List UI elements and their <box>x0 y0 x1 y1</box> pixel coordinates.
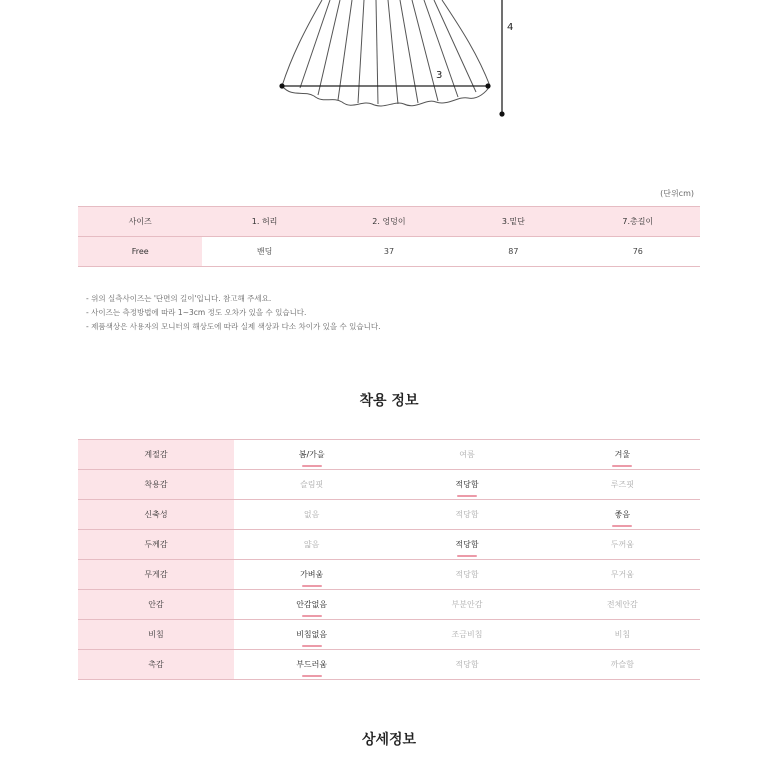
fit-option <box>389 620 544 650</box>
fit-option <box>389 590 544 620</box>
size-header-cell: 1. 허리 <box>202 207 326 237</box>
size-table-row <box>78 237 700 267</box>
fit-option-selected <box>234 560 389 590</box>
fit-category: 신축성 <box>78 500 234 530</box>
fit-option <box>545 560 700 590</box>
fit-option-label: 좋음 <box>614 510 631 519</box>
fit-row <box>78 650 700 680</box>
fit-option-label: 적당함 <box>455 570 479 579</box>
fit-option-label: 부드러움 <box>296 660 328 669</box>
fit-option-label: 겨울 <box>614 450 631 459</box>
fit-option-label: 슬림핏 <box>300 480 324 489</box>
fit-row <box>78 530 700 560</box>
fit-option-label: 루즈핏 <box>610 480 634 489</box>
fit-option-label: 적당함 <box>455 540 479 549</box>
fit-category: 계절감 <box>78 440 234 470</box>
size-cell: 76 <box>576 237 700 267</box>
fit-option-label: 가벼움 <box>300 570 324 579</box>
fit-row <box>78 560 700 590</box>
selected-underline-mark <box>302 645 322 647</box>
fit-info-title: 착용 정보 <box>359 393 419 409</box>
size-cell: 밴딩 <box>202 237 326 267</box>
fit-row <box>78 440 700 470</box>
fit-option-label: 전체안감 <box>606 600 638 609</box>
fit-option-label: 무거움 <box>610 570 634 579</box>
fit-row <box>78 470 700 500</box>
fit-option-label: 비침 <box>614 630 631 639</box>
fit-option <box>389 500 544 530</box>
size-header-cell: 2. 엉덩이 <box>327 207 451 237</box>
unit-label: (단위cm) <box>660 189 694 198</box>
fit-option-selected <box>234 590 389 620</box>
fit-category: 안감 <box>78 590 234 620</box>
fit-row <box>78 590 700 620</box>
fit-option-selected <box>389 530 544 560</box>
size-header-cell: 7.총길이 <box>576 207 700 237</box>
fit-option-label: 두꺼움 <box>610 540 634 549</box>
fit-category: 촉감 <box>78 650 234 680</box>
selected-underline-mark <box>302 585 322 587</box>
size-header-cell: 사이즈 <box>78 207 202 237</box>
fit-option <box>545 470 700 500</box>
detail-info-title: 상세정보 <box>361 732 417 748</box>
fit-option-selected <box>545 500 700 530</box>
size-cell: 87 <box>451 237 575 267</box>
fit-option-label: 적당함 <box>455 660 479 669</box>
note-line: - 제품색상은 사용자의 모니터의 해상도에 따라 실제 색상과 다소 차이가 있을 수 있습니다. <box>86 322 381 331</box>
fit-info-table <box>78 439 700 680</box>
fit-option <box>234 470 389 500</box>
fit-option-label: 적당함 <box>455 480 479 489</box>
selected-underline-mark <box>457 495 477 497</box>
length-measure-label: 4 <box>507 22 514 33</box>
fit-option-selected <box>234 650 389 680</box>
fit-option-label: 없음 <box>303 510 320 519</box>
fit-row <box>78 500 700 530</box>
fit-option <box>389 440 544 470</box>
fit-option-selected <box>234 440 389 470</box>
fit-option-label: 봄/가을 <box>298 450 325 459</box>
fit-category: 두께감 <box>78 530 234 560</box>
fit-option <box>545 590 700 620</box>
fit-option <box>545 530 700 560</box>
fit-option <box>389 560 544 590</box>
selected-underline-mark <box>302 615 322 617</box>
fit-option-label: 적당함 <box>455 510 479 519</box>
fit-option-label: 안감없음 <box>296 600 328 609</box>
fit-option-selected <box>234 620 389 650</box>
note-line: - 위의 실측사이즈는 '단면의 길이'입니다. 참고해 주세요. <box>86 294 272 303</box>
fit-option <box>545 650 700 680</box>
fit-option-label: 비침없음 <box>296 630 328 639</box>
selected-underline-mark <box>612 465 632 467</box>
note-line: - 사이즈는 측정방법에 따라 1~3cm 정도 오차가 있을 수 있습니다. <box>86 308 307 317</box>
size-cell: Free <box>78 237 202 267</box>
selected-underline-mark <box>457 555 477 557</box>
fit-option-label: 까슬함 <box>610 660 634 669</box>
selected-underline-mark <box>612 525 632 527</box>
fit-option-label: 조금비침 <box>451 630 483 639</box>
fit-option <box>545 620 700 650</box>
size-header-cell: 3.밑단 <box>451 207 575 237</box>
selected-underline-mark <box>302 675 322 677</box>
fit-category: 무게감 <box>78 560 234 590</box>
size-table <box>78 206 700 267</box>
fit-option-selected <box>545 440 700 470</box>
fit-option-label: 부분안감 <box>451 600 483 609</box>
fit-category: 비침 <box>78 620 234 650</box>
fit-category: 착용감 <box>78 470 234 500</box>
size-cell: 37 <box>327 237 451 267</box>
hem-measure-label: 3 <box>436 70 443 81</box>
fit-option-selected <box>389 470 544 500</box>
fit-option <box>234 500 389 530</box>
fit-option <box>234 530 389 560</box>
skirt-measurement-diagram <box>0 0 778 130</box>
fit-option-label: 여름 <box>459 450 475 459</box>
selected-underline-mark <box>302 465 322 467</box>
size-table-header-row <box>78 207 700 237</box>
fit-option-label: 얇음 <box>303 540 320 549</box>
size-notes <box>86 292 381 334</box>
fit-row <box>78 620 700 650</box>
fit-option <box>389 650 544 680</box>
